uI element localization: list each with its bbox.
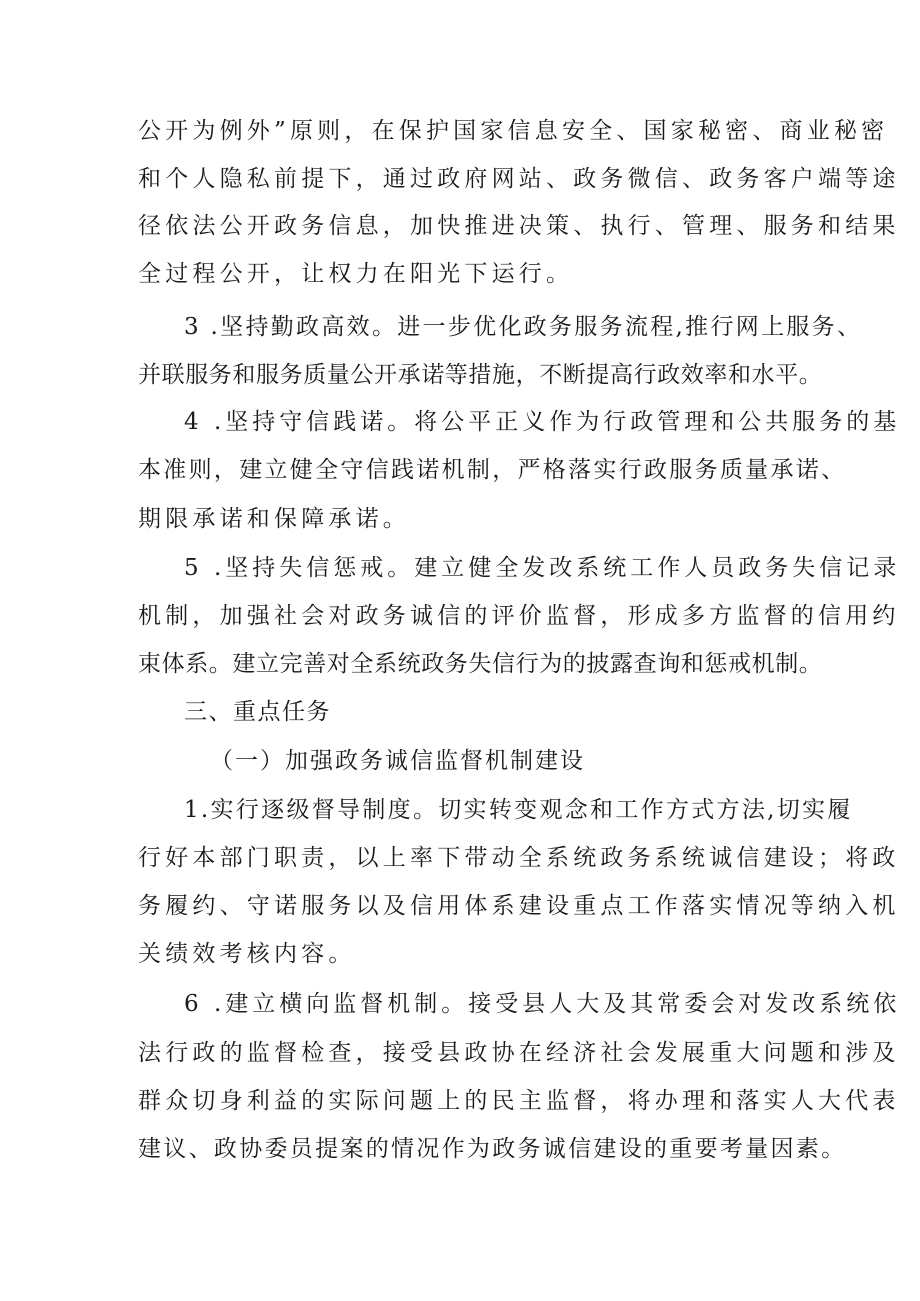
list-item-4: 4 .坚持守信践诺。将公平正义作为行政管理和公共服务的基 — [184, 409, 901, 435]
list-item-1: 1.实行逐级督导制度。切实转变观念和工作方式方法,切实履 — [184, 797, 853, 823]
text-line: 期限承诺和保障承诺。 — [138, 506, 410, 532]
text-line: 并联服务和服务质量公开承诺等措施，不断提高行政效率和水平。 — [138, 362, 823, 388]
text-line: 径依法公开政务信息，加快推进决策、执行、管理、服务和结果 — [138, 213, 900, 239]
text-line: 群众切身利益的实际问题上的民主监督，将办理和落实人大代表 — [138, 1088, 900, 1114]
list-item-3: 3 .坚持勤政高效。进一步优化政务服务流程,推行网上服务、 — [184, 314, 863, 340]
text-line: 束体系。建立完善对全系统政务失信行为的披露查询和惩戒机制。 — [138, 651, 823, 677]
list-item-6: 6 .建立横向监督机制。接受县人大及其常委会对发改系统依 — [184, 991, 901, 1017]
list-item-5: 5 .坚持失信惩戒。建立健全发改系统工作人员政务失信记录 — [184, 555, 901, 581]
text-line: 行好本部门职责，以上率下带动全系统政务系统诚信建设；将政 — [138, 845, 900, 871]
text-line: 务履约、守诺服务以及信用体系建设重点工作落实情况等纳入机 — [138, 893, 900, 919]
text-line: 公开为例外”原则，在保护国家信息安全、国家秘密、商业秘密 — [138, 118, 889, 144]
text-line: 本准则，建立健全守信践诺机制，严格落实行政服务质量承诺、 — [138, 457, 847, 483]
text-line: 机制，加强社会对政务诚信的评价监督，形成多方监督的信用约 — [138, 603, 900, 629]
text-line: 关绩效考核内容。 — [138, 941, 356, 967]
text-line: 和个人隐私前提下，通过政府网站、政务微信、政务客户端等途 — [138, 166, 900, 192]
text-line: 法行政的监督检查，接受县政协在经济社会发展重大问题和涉及 — [138, 1040, 900, 1066]
text-line: 建议、政协委员提案的情况作为政务诚信建设的重要考量因素。 — [138, 1136, 847, 1162]
section-heading: 三、重点任务 — [184, 699, 331, 725]
subsection-heading: （一）加强政务诚信监督机制建设 — [210, 748, 585, 774]
text-line: 全过程公开，让权力在阳光下运行。 — [138, 261, 574, 287]
